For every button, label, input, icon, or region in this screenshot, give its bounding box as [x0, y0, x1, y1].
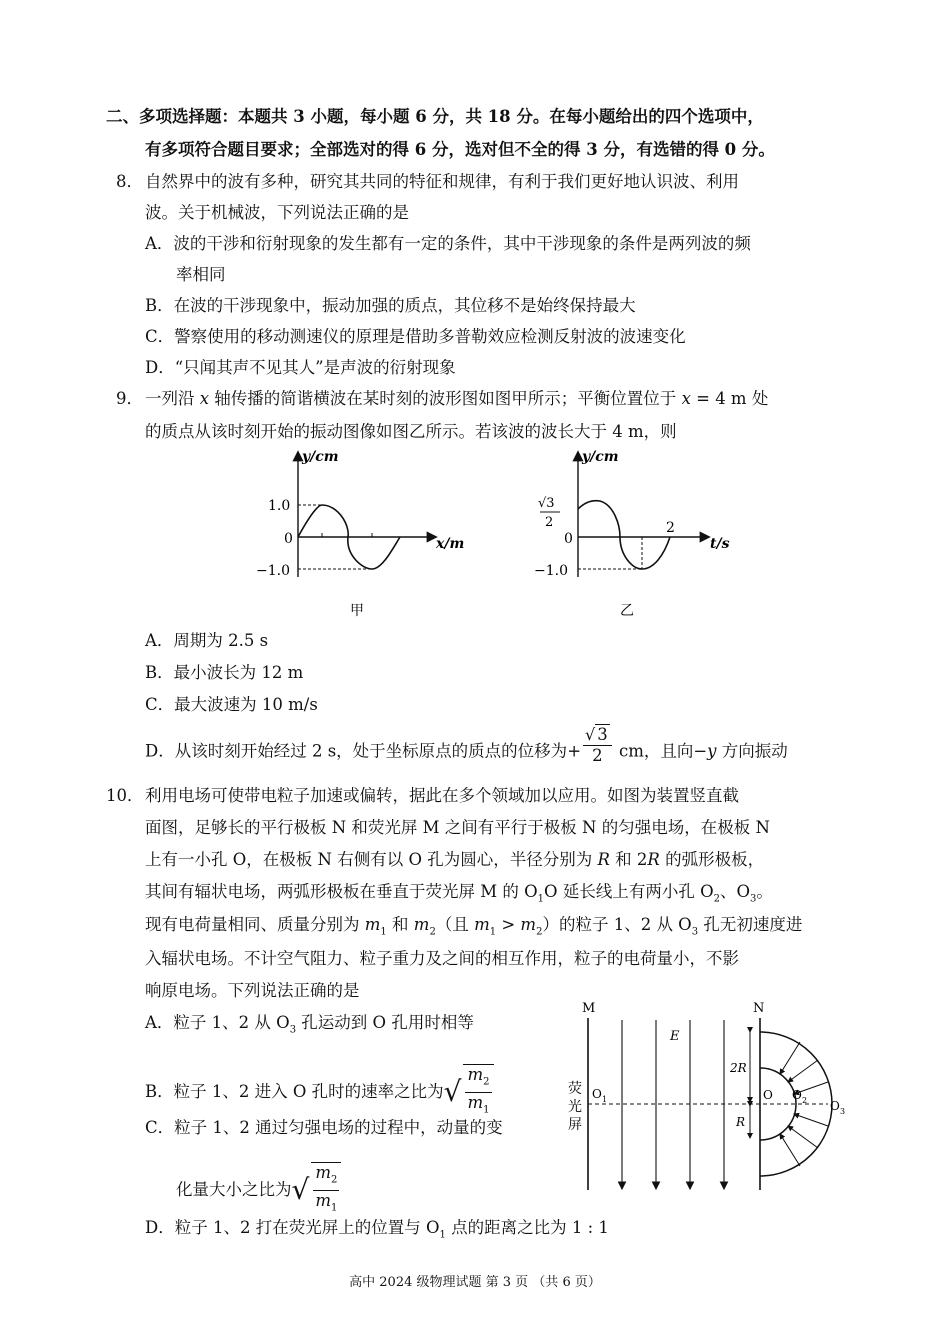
q8-number: 8． — [116, 172, 143, 191]
q8-stem-line2: 波。关于机械波，下列说法正确的是 — [145, 203, 409, 222]
q10-line4: 其间有辐状电场，两弧形极板在垂直于荧光屏 M 的 $O_1O$ 延长线上有两小孔 $O_2$、$O_3$。 — [145, 882, 773, 905]
q9-stem-line1: 一列沿 x 轴传播的简谐横波在某时刻的波形图如图甲所示；平衡位置位于 x = 4 m 处 — [145, 389, 769, 408]
q10-line7: 响原电场。下列说法正确的是 — [145, 981, 360, 1000]
q10-option-d: D．粒子 1、2 打在荧光屏上的位置与 $O_1$ 点的距离之比为 1 : 1 — [145, 1218, 609, 1241]
q10-line2: 面图，足够长的平行极板 N 和荧光屏 M 之间有平行于极板 N 的匀强电场，在极板 N — [145, 818, 770, 837]
q9-number: 9． — [116, 389, 143, 408]
jia-label-bottom: −1.0 — [256, 563, 290, 579]
label-o2-sub: 2 — [802, 1096, 808, 1105]
label-o3-sub: 3 — [840, 1107, 846, 1116]
yi-caption: 乙 — [620, 603, 634, 619]
yi-label-tick2: 2 — [666, 520, 675, 536]
yi-label-two: 2 — [545, 515, 554, 530]
q8-option-a-line2: 率相同 — [176, 265, 226, 284]
label-o: O — [763, 1088, 773, 1102]
q10-number: 10． — [106, 786, 144, 805]
yi-y-label: y/cm — [582, 449, 619, 465]
q10-figure — [560, 998, 860, 1208]
q10-option-c-line1: C．粒子 1、2 通过匀强电场的过程中，动量的变 — [145, 1118, 503, 1137]
q10-line1: 利用电场可使带电粒子加速或偏转，据此在多个领域加以应用。如图为装置竖直截 — [145, 786, 739, 805]
q8-option-a-line1: A．波的干涉和衍射现象的发生都有一定的条件，其中干涉现象的条件是两列波的频 — [145, 234, 751, 253]
label-screen-2: 光 — [568, 1099, 582, 1115]
q8-option-d: D．“只闻其声不见其人”是声波的衍射现象 — [145, 358, 456, 377]
yi-x-label: t/s — [710, 536, 730, 552]
label-screen-1: 荧 — [568, 1081, 582, 1097]
jia-label-zero: 0 — [284, 531, 293, 547]
q10-option-c-line2: 化量大小之比为√ $\frac{m_2}{m_1}$ — [176, 1162, 343, 1219]
section-title-line1: 二、多项选择题：本题共 3 小题，每小题 6 分，共 18 分。在每小题给出的四个选项中， — [106, 107, 764, 126]
q10-option-b: B．粒子 1、2 进入 O 孔时的速率之比为√ $\frac{m_2}{m_1}$ — [145, 1064, 496, 1121]
label-o3: O — [830, 1099, 840, 1113]
q9-option-c: C．最大波速为 10 m/s — [145, 695, 318, 714]
label-o2: O — [792, 1088, 802, 1102]
yi-label-zero: 0 — [564, 531, 573, 547]
radial-arrow-5 — [788, 1126, 818, 1148]
section-title-line2: 有多项符合题目要求；全部选对的得 6 分，选对但不全的得 3 分，有选错的得 0 分。 — [145, 140, 775, 159]
q9-option-b: B．最小波长为 12 m — [145, 663, 304, 682]
label-m: M — [582, 1001, 596, 1016]
label-2r: 2R — [730, 1061, 747, 1075]
q10-option-a: A．粒子 1、2 从 $O_3$ 孔运动到 O 孔用时相等 — [145, 1013, 474, 1036]
yi-wave-curve — [578, 501, 670, 569]
q9-figure-yi — [528, 445, 758, 625]
radial-arrow-3 — [780, 1042, 800, 1074]
q9-figure-jia — [250, 445, 480, 625]
radial-arrow-4 — [794, 1114, 828, 1126]
q8-option-b: B．在波的干涉现象中，振动加强的质点，其位移不是始终保持最大 — [145, 296, 636, 315]
label-e: E — [670, 1029, 680, 1044]
q9-option-d: D．从该时刻开始经过 2 s，处于坐标原点的质点的位移为+ $\frac{√ 3}{2}$ cm，且向−y 方向振动 — [145, 724, 788, 765]
jia-x-label: x/m — [436, 536, 465, 552]
q8-stem-line1: 自然界中的波有多种，研究其共同的特征和规律，有利于我们更好地认识波、利用 — [145, 172, 739, 191]
yi-label-sqrt3: √3 — [538, 496, 555, 511]
jia-label-top: 1.0 — [268, 498, 291, 514]
q10-line6: 入辐状电场。不计空气阻力、粒子重力及之间的相互作用，粒子的电荷量小，不影 — [145, 949, 739, 968]
label-o1-sub: 1 — [602, 1095, 608, 1104]
label-screen-3: 屏 — [568, 1117, 582, 1133]
radial-arrow-6 — [780, 1134, 800, 1166]
jia-y-label: y/cm — [302, 449, 339, 465]
label-n: N — [753, 1001, 765, 1016]
yi-label-bottom: −1.0 — [534, 563, 568, 579]
jia-caption: 甲 — [350, 603, 364, 619]
label-o1: O — [592, 1087, 602, 1101]
page-footer: 高中 2024 级物理试题 第 3 页 （共 6 页） — [349, 1275, 601, 1290]
q10-line5: 现有电荷量相同、质量分别为 $m_1$ 和 $m_2$（且 $m_1 > m_2$）的粒子 1、2 从 $O_3$ 孔无初速度进 — [145, 915, 803, 938]
radial-arrow-2 — [788, 1060, 818, 1082]
q8-option-c: C．警察使用的移动测速仪的原理是借助多普勒效应检测反射波的波速变化 — [145, 327, 686, 346]
q10-line3: 上有一小孔 O，在极板 N 右侧有以 O 孔为圆心，半径分别为 R 和 2R 的弧形极板， — [145, 850, 765, 869]
label-r: R — [736, 1115, 746, 1129]
q9-option-a: A．周期为 2.5 s — [145, 631, 269, 650]
q9-stem-line2: 的质点从该时刻开始的振动图像如图乙所示。若该波的波长大于 4 m，则 — [145, 422, 677, 441]
